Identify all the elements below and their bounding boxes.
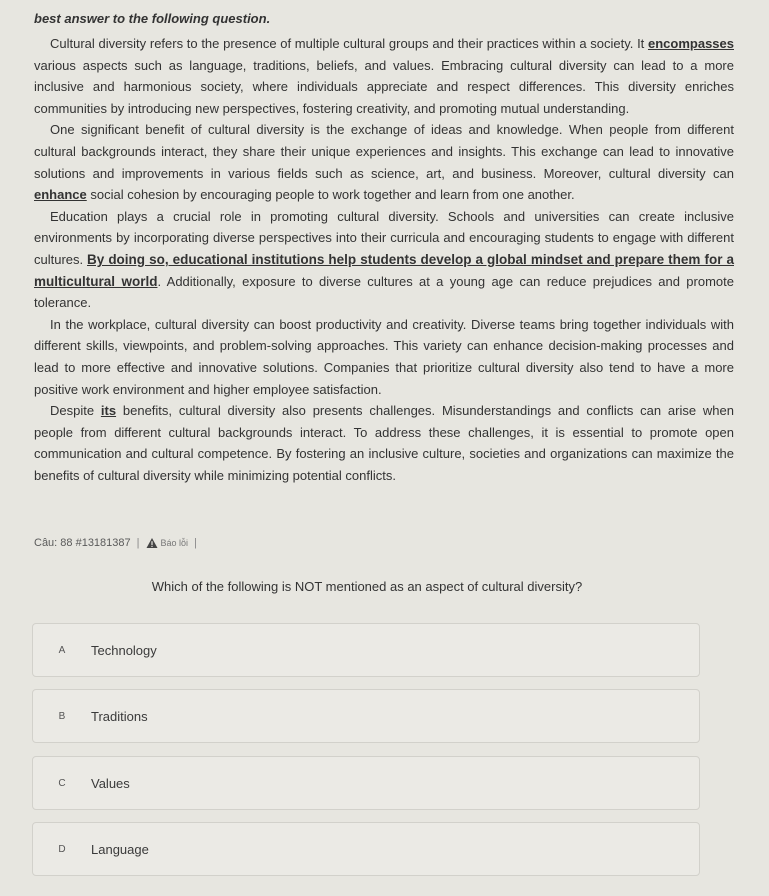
option-a-text: Technology bbox=[91, 642, 157, 658]
option-d-text: Language bbox=[91, 841, 149, 857]
passage-paragraph-5 bbox=[34, 400, 734, 486]
report-label: Báo lỗi bbox=[160, 538, 189, 548]
paragraph-1-text-b: various aspects such as language, traditions, beliefs, and values. Embracing cultural diversity can lead to a more inclusive and harmonious society, where individuals appreciate and respect differences. This diversity enriches communities by introducing new perspectives, fostering creativity, and promoting mutual understanding. bbox=[34, 57, 734, 116]
instruction-text: best answer to the following question. bbox=[34, 11, 271, 26]
highlight-enhance: enhance bbox=[34, 187, 87, 203]
paragraph-2-text-b: social cohesion by encouraging people to work together and learn from one another. bbox=[86, 187, 575, 203]
highlight-its: its bbox=[100, 403, 117, 419]
reading-passage bbox=[34, 33, 734, 486]
meta-separator: | bbox=[136, 537, 140, 549]
highlight-encompasses: encompasses bbox=[648, 36, 734, 51]
paragraph-3-text-a: Education plays a crucial role in promoting cultural diversity. Schools and universities can create inclusive environments by incorporating diverse perspectives into their curricula and encouraging students to engage with different cultures. bbox=[34, 208, 734, 267]
meta-separator-end: | bbox=[194, 537, 197, 549]
passage-paragraph-2 bbox=[34, 119, 734, 205]
highlight-global-mindset: By doing so, educational institutions help students develop a global mindset and prepare them for a multicultural world bbox=[34, 251, 734, 289]
paragraph-5-text-a: Despite bbox=[50, 403, 101, 419]
report-button[interactable] bbox=[146, 537, 189, 549]
option-b-text: Traditions bbox=[91, 708, 148, 724]
option-c[interactable] bbox=[32, 756, 700, 810]
option-d[interactable] bbox=[32, 822, 700, 876]
paragraph-1-text-a: Cultural diversity refers to the presence of multiple cultural groups and their practices within a society. It bbox=[50, 36, 648, 51]
question-text: Which of the following is NOT mentioned as an aspect of cultural diversity? bbox=[151, 579, 583, 594]
paragraph-2-text-a: One significant benefit of cultural diversity is the exchange of ideas and knowledge. When people from different cultural backgrounds interact, they share their unique experiences and insights. This exchange can lead to innovative solutions and improvements in various fields such as science, art, and business. Moreover, cultural diversity can bbox=[34, 122, 734, 181]
option-a-letter: A bbox=[58, 644, 66, 656]
paragraph-5-text-b: benefits, cultural diversity also presents challenges. Misunderstandings and conflicts can arise when people from different cultural backgrounds interact. To address these challenges, it is essential to promote open communication and cultural competence. By fostering an inclusive culture, societies and organizations can maximize the benefits of cultural diversity while minimizing potential conflicts. bbox=[34, 403, 734, 483]
option-a[interactable] bbox=[32, 623, 700, 677]
passage-paragraph-1 bbox=[34, 33, 734, 119]
paragraph-3-text-b: . Additionally, exposure to diverse cultures at a young age can reduce prejudices and promote tolerance. bbox=[34, 273, 734, 311]
option-d-letter: D bbox=[58, 843, 66, 855]
question-meta-row bbox=[34, 534, 197, 552]
passage-paragraph-4: In the workplace, cultural diversity can boost productivity and creativity. Diverse teams bring together individuals with different skills, viewpoints, and problem-solving approaches. This variety can enhance decision-making processes and lead to more effective and innovative solutions. Companies that prioritize cultural diversity also tend to have a more positive work environment and higher employee satisfaction. bbox=[34, 316, 734, 397]
passage-paragraph-3 bbox=[34, 206, 734, 314]
question-id: Câu: 88 #13181387 bbox=[34, 537, 131, 549]
warning-triangle-icon bbox=[146, 537, 158, 549]
option-b-letter: B bbox=[58, 710, 66, 722]
option-c-text: Values bbox=[91, 775, 130, 791]
option-b[interactable] bbox=[32, 689, 700, 743]
option-c-letter: C bbox=[58, 777, 66, 789]
